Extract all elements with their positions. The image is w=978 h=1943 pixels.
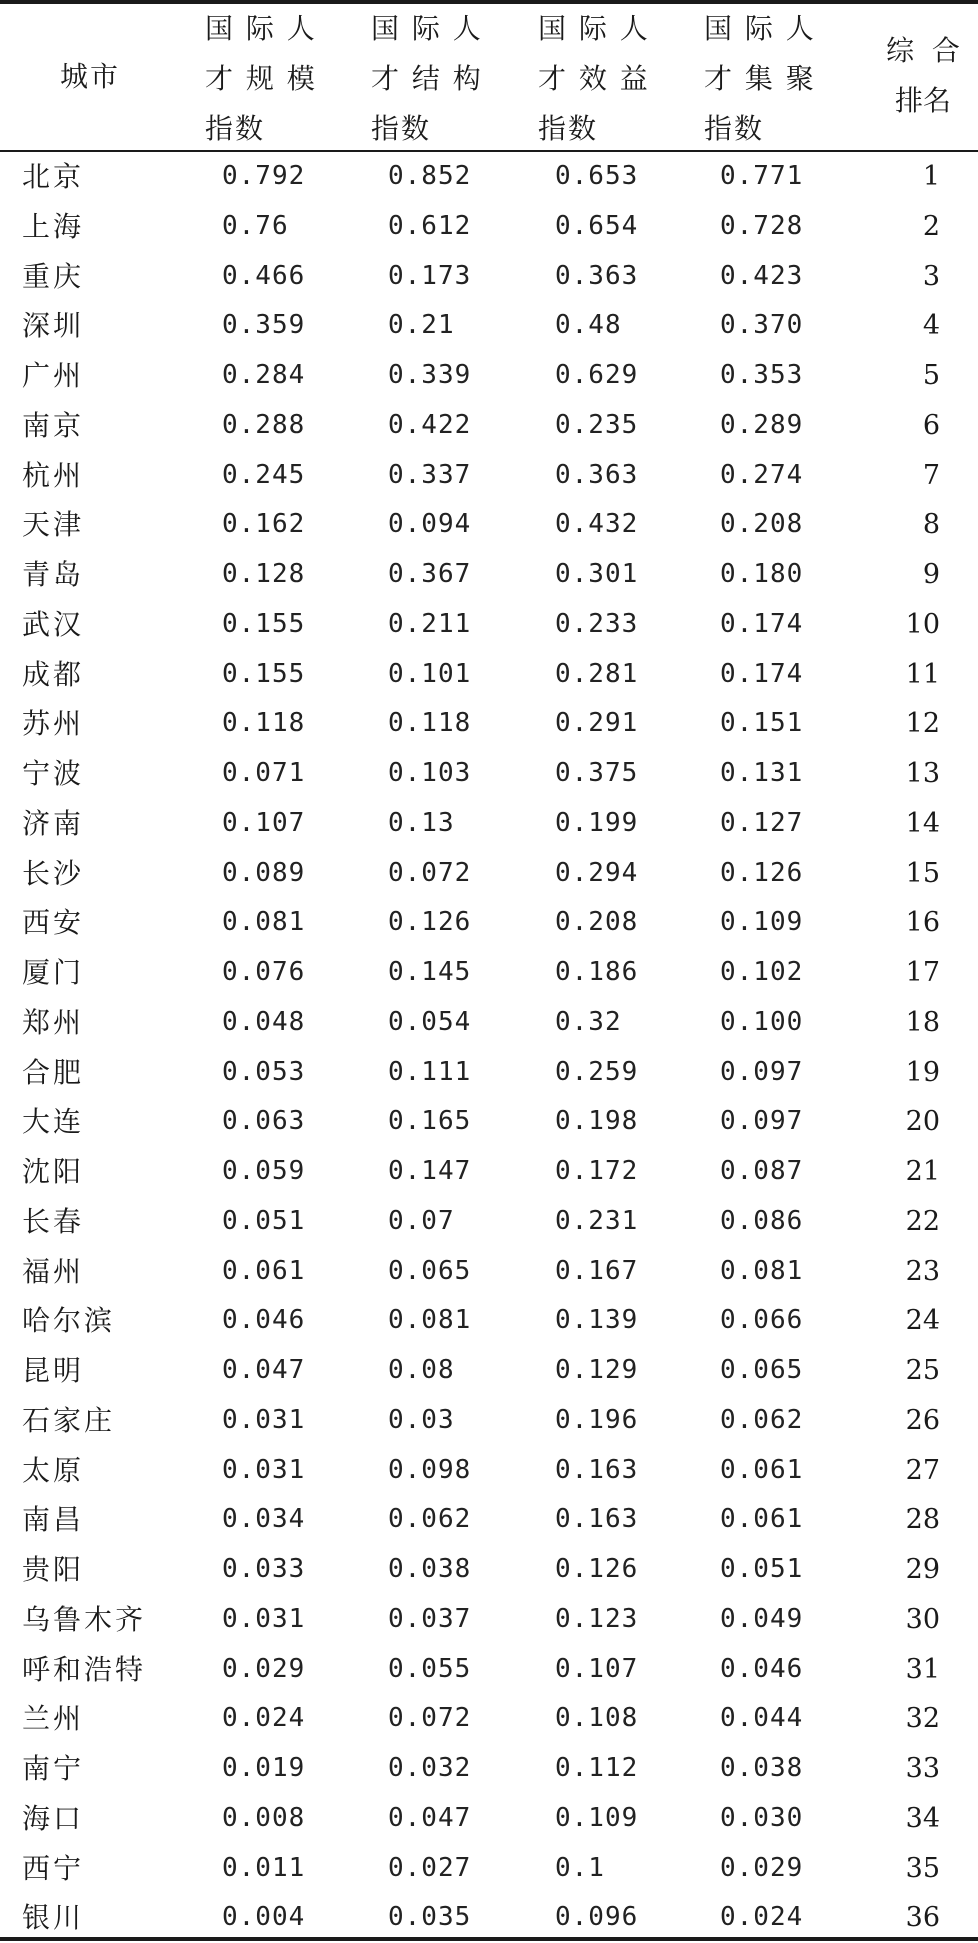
cell-city: 昆明 <box>22 1354 85 1387</box>
header-benefit-index: 国 际 人 才 效 益 指数 <box>538 12 650 145</box>
cell-agglomeration-index: 0.051 <box>720 1554 804 1584</box>
cell-city: 合肥 <box>22 1055 85 1089</box>
table-row <box>0 1147 978 1197</box>
cell-agglomeration-index: 0.208 <box>720 509 804 540</box>
cell-city: 西宁 <box>22 1851 85 1885</box>
cell-benefit-index: 0.231 <box>555 1205 639 1236</box>
cell-agglomeration-index: 0.049 <box>720 1603 804 1634</box>
cell-structure-index: 0.165 <box>388 1106 472 1137</box>
header-agglomeration-index: 国 际 人 才 集 聚 指数 <box>704 12 816 145</box>
table-row <box>0 799 978 849</box>
cell-scale-index: 0.011 <box>222 1852 306 1883</box>
cell-benefit-index: 0.186 <box>555 957 639 987</box>
cell-benefit-index: 0.123 <box>555 1603 639 1634</box>
cell-scale-index: 0.284 <box>222 360 306 390</box>
cell-overall-rank: 15 <box>905 857 940 889</box>
cell-city: 上海 <box>22 209 85 243</box>
cell-structure-index: 0.21 <box>388 310 455 341</box>
cell-benefit-index: 0.235 <box>555 409 639 440</box>
cell-benefit-index: 0.199 <box>555 807 639 838</box>
cell-benefit-index: 0.281 <box>555 658 639 689</box>
cell-city: 哈尔滨 <box>22 1304 116 1338</box>
cell-agglomeration-index: 0.127 <box>720 807 804 838</box>
table-row <box>0 650 978 700</box>
cell-agglomeration-index: 0.065 <box>720 1355 804 1385</box>
cell-scale-index: 0.008 <box>222 1802 306 1833</box>
table-row <box>0 600 978 650</box>
cell-city: 厦门 <box>22 956 85 989</box>
cell-overall-rank: 12 <box>905 708 940 740</box>
cell-overall-rank: 28 <box>905 1504 940 1536</box>
cell-overall-rank: 5 <box>922 360 940 391</box>
cell-overall-rank: 22 <box>905 1205 940 1237</box>
cell-overall-rank: 1 <box>922 161 940 192</box>
cell-structure-index: 0.103 <box>388 758 472 788</box>
cell-benefit-index: 0.1 <box>555 1852 605 1883</box>
cell-agglomeration-index: 0.081 <box>720 1255 804 1286</box>
cell-overall-rank: 6 <box>922 409 940 441</box>
cell-benefit-index: 0.129 <box>555 1355 639 1385</box>
cell-benefit-index: 0.109 <box>555 1802 639 1833</box>
cell-city: 成都 <box>22 657 85 691</box>
cell-agglomeration-index: 0.289 <box>720 409 804 440</box>
cell-structure-index: 0.081 <box>388 1305 472 1336</box>
cell-overall-rank: 35 <box>905 1852 940 1884</box>
cell-city: 济南 <box>22 806 85 840</box>
cell-city: 贵阳 <box>22 1553 85 1586</box>
cell-city: 乌鲁木齐 <box>22 1602 147 1636</box>
table-row <box>0 1247 978 1297</box>
table-row <box>0 301 978 351</box>
cell-benefit-index: 0.363 <box>555 459 639 490</box>
cell-agglomeration-index: 0.353 <box>720 360 804 390</box>
cell-structure-index: 0.101 <box>388 658 472 689</box>
cell-city: 大连 <box>22 1105 85 1139</box>
cell-structure-index: 0.072 <box>388 857 472 888</box>
cell-benefit-index: 0.32 <box>555 1006 622 1037</box>
cell-benefit-index: 0.096 <box>555 1902 639 1933</box>
cell-city: 银川 <box>22 1901 85 1935</box>
header-scale-index: 国 际 人 才 规 模 指数 <box>205 12 317 145</box>
table-row <box>0 749 978 799</box>
cell-scale-index: 0.031 <box>222 1603 306 1634</box>
cell-city: 南京 <box>22 408 85 442</box>
cell-scale-index: 0.792 <box>222 161 306 191</box>
cell-overall-rank: 4 <box>922 310 940 342</box>
cell-structure-index: 0.111 <box>388 1056 472 1087</box>
cell-scale-index: 0.061 <box>222 1255 306 1286</box>
cell-agglomeration-index: 0.086 <box>720 1205 804 1236</box>
cell-overall-rank: 10 <box>905 608 940 640</box>
cell-benefit-index: 0.291 <box>555 708 639 739</box>
table-row <box>0 898 978 948</box>
cell-benefit-index: 0.198 <box>555 1106 639 1137</box>
cell-benefit-index: 0.653 <box>555 161 639 191</box>
cell-overall-rank: 32 <box>905 1703 940 1735</box>
cell-agglomeration-index: 0.102 <box>720 957 804 987</box>
table-row <box>0 1396 978 1446</box>
cell-city: 青岛 <box>22 558 85 591</box>
cell-city: 南宁 <box>22 1752 85 1785</box>
cell-overall-rank: 14 <box>905 807 940 839</box>
cell-scale-index: 0.089 <box>222 857 306 888</box>
cell-scale-index: 0.071 <box>222 758 306 788</box>
cell-structure-index: 0.038 <box>388 1554 472 1584</box>
cell-structure-index: 0.612 <box>388 210 472 241</box>
cell-structure-index: 0.047 <box>388 1802 472 1833</box>
cell-benefit-index: 0.363 <box>555 260 639 291</box>
cell-scale-index: 0.063 <box>222 1106 306 1137</box>
cell-overall-rank: 16 <box>905 907 940 939</box>
cell-structure-index: 0.03 <box>388 1404 455 1435</box>
cell-structure-index: 0.118 <box>388 708 472 739</box>
cell-city: 苏州 <box>22 707 85 741</box>
cell-benefit-index: 0.163 <box>555 1454 639 1485</box>
table-row <box>0 1595 978 1645</box>
table-row <box>0 451 978 501</box>
cell-benefit-index: 0.432 <box>555 509 639 540</box>
cell-benefit-index: 0.375 <box>555 758 639 788</box>
cell-agglomeration-index: 0.174 <box>720 658 804 689</box>
cell-city: 杭州 <box>22 458 85 492</box>
table-row <box>0 1097 978 1147</box>
cell-benefit-index: 0.294 <box>555 857 639 888</box>
cell-city: 海口 <box>22 1801 85 1835</box>
cell-city: 武汉 <box>22 607 85 641</box>
cell-benefit-index: 0.259 <box>555 1056 639 1087</box>
cell-overall-rank: 23 <box>905 1255 940 1287</box>
cell-scale-index: 0.155 <box>222 658 306 689</box>
cell-structure-index: 0.062 <box>388 1504 472 1535</box>
cell-structure-index: 0.055 <box>388 1653 472 1684</box>
cell-benefit-index: 0.167 <box>555 1255 639 1286</box>
table-row <box>0 1197 978 1247</box>
cell-structure-index: 0.126 <box>388 907 472 938</box>
cell-scale-index: 0.081 <box>222 907 306 938</box>
cell-overall-rank: 27 <box>905 1454 940 1486</box>
table-row <box>0 1645 978 1695</box>
cell-city: 长沙 <box>22 856 85 890</box>
cell-agglomeration-index: 0.370 <box>720 310 804 341</box>
cell-overall-rank: 17 <box>905 957 940 988</box>
cell-agglomeration-index: 0.097 <box>720 1056 804 1087</box>
cell-city: 呼和浩特 <box>22 1652 147 1686</box>
cell-structure-index: 0.027 <box>388 1852 472 1883</box>
table-row <box>0 550 978 600</box>
cell-city: 南昌 <box>22 1503 85 1537</box>
table-row <box>0 1545 978 1595</box>
cell-overall-rank: 13 <box>905 758 940 789</box>
cell-overall-rank: 8 <box>922 509 940 541</box>
cell-structure-index: 0.037 <box>388 1603 472 1634</box>
cell-agglomeration-index: 0.180 <box>720 559 804 589</box>
cell-agglomeration-index: 0.066 <box>720 1305 804 1336</box>
cell-scale-index: 0.034 <box>222 1504 306 1535</box>
cell-agglomeration-index: 0.131 <box>720 758 804 788</box>
cell-benefit-index: 0.107 <box>555 1653 639 1684</box>
cell-benefit-index: 0.108 <box>555 1703 639 1734</box>
cell-city: 石家庄 <box>22 1403 116 1437</box>
cell-structure-index: 0.367 <box>388 559 472 589</box>
cell-city: 天津 <box>22 508 85 542</box>
header-city: 城市 <box>59 60 120 93</box>
cell-scale-index: 0.466 <box>222 260 306 291</box>
table-body <box>0 152 978 1943</box>
cell-scale-index: 0.047 <box>222 1355 306 1385</box>
cell-agglomeration-index: 0.174 <box>720 608 804 639</box>
table-row <box>0 1744 978 1794</box>
cell-overall-rank: 2 <box>922 210 940 242</box>
cell-scale-index: 0.019 <box>222 1753 306 1783</box>
cell-scale-index: 0.288 <box>222 409 306 440</box>
cell-scale-index: 0.031 <box>222 1454 306 1485</box>
cell-overall-rank: 9 <box>922 559 940 590</box>
table-row <box>0 1346 978 1396</box>
cell-structure-index: 0.422 <box>388 409 472 440</box>
table-row <box>0 500 978 550</box>
cell-agglomeration-index: 0.030 <box>720 1802 804 1833</box>
table-row <box>0 1048 978 1098</box>
cell-structure-index: 0.07 <box>388 1205 455 1236</box>
cell-agglomeration-index: 0.097 <box>720 1106 804 1137</box>
cell-agglomeration-index: 0.061 <box>720 1454 804 1485</box>
cell-overall-rank: 36 <box>905 1902 940 1934</box>
cell-agglomeration-index: 0.029 <box>720 1852 804 1883</box>
cell-overall-rank: 7 <box>922 459 940 491</box>
table-row <box>0 1495 978 1545</box>
cell-scale-index: 0.162 <box>222 509 306 540</box>
table-row <box>0 998 978 1048</box>
cell-overall-rank: 11 <box>905 658 940 690</box>
cell-benefit-index: 0.163 <box>555 1504 639 1535</box>
cell-overall-rank: 20 <box>905 1106 940 1138</box>
cell-benefit-index: 0.48 <box>555 310 622 341</box>
cell-structure-index: 0.098 <box>388 1454 472 1485</box>
cell-agglomeration-index: 0.274 <box>720 459 804 490</box>
cell-city: 沈阳 <box>22 1155 85 1188</box>
cell-city: 重庆 <box>22 259 85 293</box>
cell-agglomeration-index: 0.061 <box>720 1504 804 1535</box>
cell-agglomeration-index: 0.062 <box>720 1404 804 1435</box>
cell-scale-index: 0.118 <box>222 708 306 739</box>
cell-agglomeration-index: 0.151 <box>720 708 804 739</box>
cell-benefit-index: 0.112 <box>555 1753 639 1783</box>
cell-benefit-index: 0.196 <box>555 1404 639 1435</box>
cell-overall-rank: 3 <box>922 260 940 292</box>
cell-benefit-index: 0.301 <box>555 559 639 589</box>
cell-overall-rank: 21 <box>905 1156 940 1187</box>
cell-scale-index: 0.051 <box>222 1205 306 1236</box>
cell-agglomeration-index: 0.728 <box>720 210 804 241</box>
cell-structure-index: 0.08 <box>388 1355 455 1385</box>
cell-scale-index: 0.029 <box>222 1653 306 1684</box>
table-row <box>0 351 978 401</box>
cell-agglomeration-index: 0.771 <box>720 161 804 191</box>
cell-overall-rank: 19 <box>905 1056 940 1088</box>
table-row <box>0 1844 978 1894</box>
cell-overall-rank: 31 <box>905 1653 940 1685</box>
cell-structure-index: 0.032 <box>388 1753 472 1783</box>
table-row <box>0 152 978 202</box>
cell-scale-index: 0.359 <box>222 310 306 341</box>
cell-agglomeration-index: 0.126 <box>720 857 804 888</box>
cell-agglomeration-index: 0.087 <box>720 1156 804 1186</box>
cell-benefit-index: 0.126 <box>555 1554 639 1584</box>
cell-structure-index: 0.145 <box>388 957 472 987</box>
cell-structure-index: 0.173 <box>388 260 472 291</box>
cell-agglomeration-index: 0.100 <box>720 1006 804 1037</box>
cell-scale-index: 0.033 <box>222 1554 306 1584</box>
cell-agglomeration-index: 0.038 <box>720 1753 804 1783</box>
cell-benefit-index: 0.629 <box>555 360 639 390</box>
table-row <box>0 401 978 451</box>
cell-city: 北京 <box>22 160 85 193</box>
cell-benefit-index: 0.172 <box>555 1156 639 1186</box>
cell-benefit-index: 0.208 <box>555 907 639 938</box>
cell-agglomeration-index: 0.109 <box>720 907 804 938</box>
cell-benefit-index: 0.233 <box>555 608 639 639</box>
cell-structure-index: 0.065 <box>388 1255 472 1286</box>
cell-structure-index: 0.339 <box>388 360 472 390</box>
cell-scale-index: 0.048 <box>222 1006 306 1037</box>
cell-scale-index: 0.107 <box>222 807 306 838</box>
cell-scale-index: 0.053 <box>222 1056 306 1087</box>
cell-benefit-index: 0.654 <box>555 210 639 241</box>
cell-agglomeration-index: 0.046 <box>720 1653 804 1684</box>
table-row <box>0 1446 978 1496</box>
cell-scale-index: 0.031 <box>222 1404 306 1435</box>
cell-overall-rank: 30 <box>905 1603 940 1635</box>
table-row <box>0 1296 978 1346</box>
table-row <box>0 699 978 749</box>
table-row <box>0 252 978 302</box>
cell-scale-index: 0.128 <box>222 559 306 589</box>
table-row <box>0 849 978 899</box>
table-row <box>0 202 978 252</box>
table-row <box>0 1694 978 1744</box>
header-structure-index: 国 际 人 才 结 构 指数 <box>371 12 483 145</box>
cell-city: 深圳 <box>22 309 85 343</box>
cell-structure-index: 0.852 <box>388 161 472 191</box>
table-row <box>0 1794 978 1844</box>
cell-overall-rank: 24 <box>905 1305 940 1337</box>
cell-agglomeration-index: 0.024 <box>720 1902 804 1933</box>
cell-structure-index: 0.072 <box>388 1703 472 1734</box>
header-overall-rank: 综 合 排名 <box>886 34 960 117</box>
cell-city: 宁波 <box>22 757 85 790</box>
cell-scale-index: 0.245 <box>222 459 306 490</box>
cell-scale-index: 0.059 <box>222 1156 306 1186</box>
cell-overall-rank: 18 <box>905 1006 940 1038</box>
cell-overall-rank: 33 <box>905 1753 940 1784</box>
cell-overall-rank: 29 <box>905 1554 940 1585</box>
cell-structure-index: 0.094 <box>388 509 472 540</box>
cell-scale-index: 0.076 <box>222 957 306 987</box>
cell-structure-index: 0.147 <box>388 1156 472 1186</box>
cell-city: 郑州 <box>22 1005 85 1039</box>
cell-benefit-index: 0.139 <box>555 1305 639 1336</box>
cell-overall-rank: 34 <box>905 1802 940 1834</box>
table-row <box>0 1893 978 1943</box>
cell-structure-index: 0.13 <box>388 807 455 838</box>
cell-structure-index: 0.337 <box>388 459 472 490</box>
table-header <box>0 4 978 150</box>
cell-overall-rank: 26 <box>905 1404 940 1436</box>
cell-overall-rank: 25 <box>905 1355 940 1386</box>
cell-structure-index: 0.211 <box>388 608 472 639</box>
cell-scale-index: 0.004 <box>222 1902 306 1933</box>
cell-scale-index: 0.046 <box>222 1305 306 1336</box>
cell-scale-index: 0.155 <box>222 608 306 639</box>
cell-scale-index: 0.024 <box>222 1703 306 1734</box>
table-row <box>0 948 978 998</box>
cell-agglomeration-index: 0.423 <box>720 260 804 291</box>
cell-agglomeration-index: 0.044 <box>720 1703 804 1734</box>
cell-city: 西安 <box>22 906 85 940</box>
cell-city: 广州 <box>22 359 85 392</box>
cell-city: 福州 <box>22 1254 85 1288</box>
cell-structure-index: 0.054 <box>388 1006 472 1037</box>
table-bottom-rule <box>0 1937 978 1941</box>
cell-city: 太原 <box>22 1453 85 1487</box>
cell-scale-index: 0.76 <box>222 210 289 241</box>
cell-structure-index: 0.035 <box>388 1902 472 1933</box>
cell-city: 长春 <box>22 1204 85 1238</box>
cell-city: 兰州 <box>22 1702 85 1736</box>
